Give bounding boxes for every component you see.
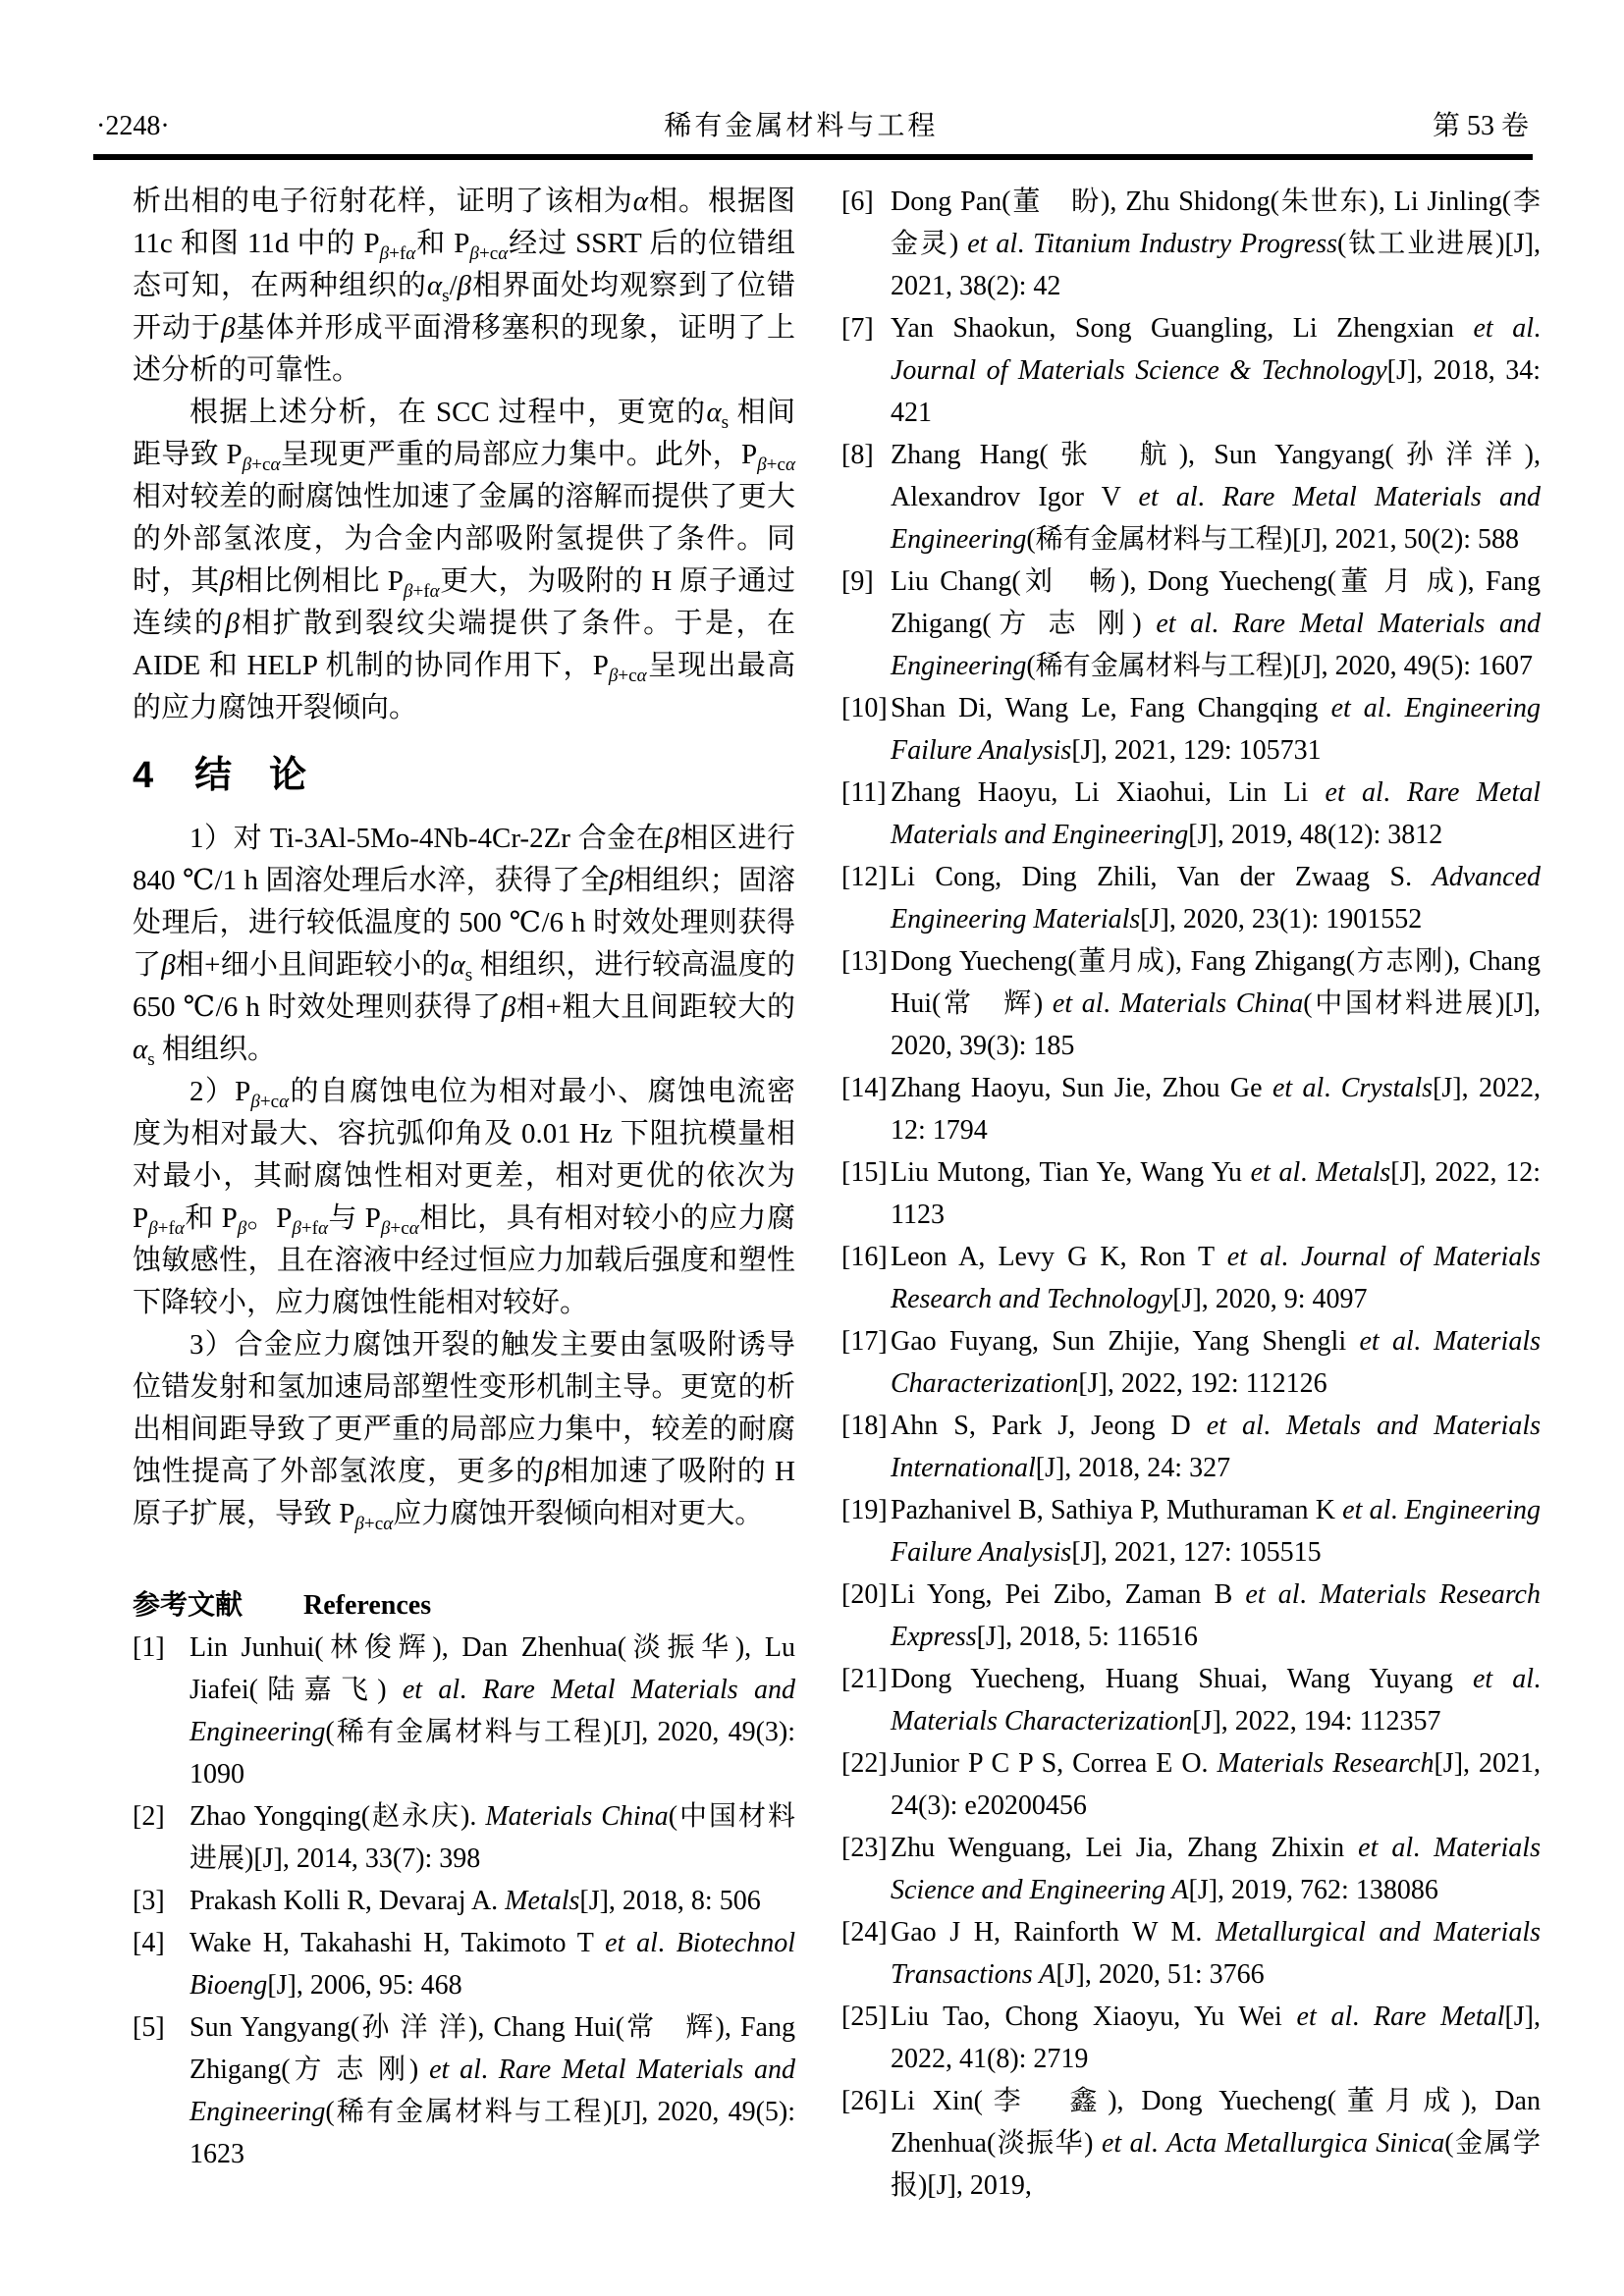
conclusion-point: 1）对 Ti-3Al-5Mo-4Nb-4Cr-2Zr 合金在β相区进行 840 ℃/1 h 固溶处理后水淬，获得了全β相组织；固溶处理后，进行较低温度的 500 ℃/6 h 时效处理则获得了β相+细小且间距较小的$\alpha_s$ 相组织，进行较高温度的 650 ℃/6 h 时效处理则获得了β相+粗大且间距较大的$\alpha_s$ 相组织。 <box>133 823 795 1070</box>
references-heading <box>133 1583 795 1627</box>
reference-item <box>841 772 1541 856</box>
reference-item <box>133 1627 795 1795</box>
reference-item <box>841 1067 1541 1151</box>
reference-label: [24] <box>841 1917 888 1948</box>
reference-text: Prakash Kolli R, Devaraj A. Metals[J], 2018, 8: 506 <box>189 1886 761 1916</box>
left-column <box>133 181 795 2207</box>
section-heading <box>133 754 795 797</box>
references-list-right <box>841 181 1541 2207</box>
reference-text: Lin Junhui(林俊辉), Dan Zhenhua(淡振华), Lu Jiafei(陆嘉飞) et al. Rare Metal Materials and Engineering(稀有金属材料与工程)[J], 2020, 49(3): 1090 <box>189 1632 795 1789</box>
reference-item <box>841 181 1541 307</box>
reference-text: Gao J H, Rainforth W M. Metallurgical and Materials Transactions A[J], 2020, 51: 3766 <box>891 1917 1541 1990</box>
reference-label: [4] <box>133 1928 165 1958</box>
reference-label: [7] <box>841 313 874 344</box>
two-column-body <box>133 181 1541 2207</box>
reference-text: Yan Shaokun, Song Guangling, Li Zhengxian et al. Journal of Materials Science & Technology[J], 2018, 34: 421 <box>891 313 1541 428</box>
references-heading-zh: 参考文献 <box>133 1589 244 1620</box>
reference-item <box>841 1574 1541 1658</box>
reference-label: [6] <box>841 187 874 217</box>
reference-label: [1] <box>133 1632 165 1663</box>
reference-label: [8] <box>841 440 874 470</box>
references-list-left <box>133 1627 795 2175</box>
reference-label: [19] <box>841 1495 888 1525</box>
reference-text: Liu Chang(刘 畅), Dong Yuecheng(董 月 成), Fang Zhigang(方 志 刚) et al. Rare Metal Materials and Engineering(稀有金属材料与工程)[J], 2020, 49(5): 1607 <box>891 566 1541 681</box>
reference-item <box>841 307 1541 434</box>
page-header <box>96 104 1529 143</box>
reference-item <box>841 1151 1541 1236</box>
header-rule <box>93 154 1533 160</box>
reference-text: Wake H, Takahashi H, Takimoto T et al. Biotechnol Bioeng[J], 2006, 95: 468 <box>189 1928 795 2001</box>
reference-text: Li Yong, Pei Zibo, Zaman B et al. Materials Research Express[J], 2018, 5: 116516 <box>891 1579 1541 1652</box>
reference-label: [13] <box>841 946 888 977</box>
reference-label: [23] <box>841 1833 888 1863</box>
conclusion-point: 3）合金应力腐蚀开裂的触发主要由氢吸附诱导位错发射和氢加速局部塑性变形机制主导。更宽的析出相间距导致了更严重的局部应力集中，较差的耐腐蚀性提高了外部氢浓度，更多的β相加速了吸附的 H 原子扩展，导致 $P_{\beta+c\alpha}$应力腐蚀开裂倾向相对更大。 <box>133 1329 795 1534</box>
reference-item <box>841 1911 1541 1996</box>
reference-text: Sun Yangyang(孙 洋 洋), Chang Hui(常 辉), Fang Zhigang(方 志 刚) et al. Rare Metal Materials and Engineering(稀有金属材料与工程)[J], 2020, 49(5): 1623 <box>189 2012 795 2169</box>
reference-label: [16] <box>841 1242 888 1272</box>
reference-item <box>841 1320 1541 1405</box>
reference-item <box>841 1827 1541 1911</box>
reference-item <box>841 940 1541 1067</box>
reference-text: Liu Mutong, Tian Ye, Wang Yu et al. Metals[J], 2022, 12: 1123 <box>891 1157 1542 1230</box>
reference-item <box>841 687 1541 772</box>
reference-item <box>133 1795 795 1880</box>
reference-label: [15] <box>841 1157 888 1188</box>
reference-text: Gao Fuyang, Sun Zhijie, Yang Shengli et al. Materials Characterization[J], 2022, 192: 112126 <box>891 1326 1541 1399</box>
reference-text: Pazhanivel B, Sathiya P, Muthuraman K et al. Engineering Failure Analysis[J], 2021, 127: 105515 <box>891 1495 1541 1568</box>
reference-label: [12] <box>841 862 888 892</box>
reference-item <box>841 1658 1541 1742</box>
reference-item <box>841 1236 1541 1320</box>
reference-item <box>841 1742 1541 1827</box>
reference-label: [20] <box>841 1579 888 1610</box>
reference-item <box>841 561 1541 687</box>
heading-number: 4 <box>133 755 154 796</box>
reference-item <box>841 856 1541 940</box>
reference-label: [5] <box>133 2012 165 2043</box>
reference-text: Zhang Haoyu, Li Xiaohui, Lin Li et al. Rare Metal Materials and Engineering[J], 2019, 48(12): 3812 <box>891 777 1541 850</box>
conclusion-point: $2)P_{\beta+c\alpha}$的自腐蚀电位为相对最小、腐蚀电流密度为相对最大、容抗弧仰角及 0.01 Hz 下阻抗模量相对最小，其耐腐蚀性相对更差，相对更优的依次为 $P_{\beta+f\alpha}$和 $P_\beta$。$P_{\beta+f\alpha}$与 $P_{\beta+c\alpha}$相比，具有相对较小的应力腐蚀敏感性，且在溶液中经过恒应力加载后强度和塑性下降较小，应力腐蚀性能相对较好。 <box>133 1076 795 1318</box>
reference-text: Li Cong, Ding Zhili, Van der Zwaag S. Advanced Engineering Materials[J], 2020, 23(1): 1901552 <box>891 862 1541 934</box>
reference-text: Zhang Hang(张 航), Sun Yangyang(孙洋洋), Alexandrov Igor V et al. Rare Metal Materials and Engineering(稀有金属材料与工程)[J], 2021, 50(2): 588 <box>891 440 1541 555</box>
reference-text: Dong Pan(董 盼), Zhu Shidong(朱世东), Li Jinling(李金灵) et al. Titanium Industry Progress(钛工业进展)[J], 2021, 38(2): 42 <box>891 187 1541 301</box>
reference-item <box>133 1880 795 1922</box>
reference-item <box>133 1922 795 2006</box>
reference-item <box>841 434 1541 561</box>
reference-text: Liu Tao, Chong Xiaoyu, Yu Wei et al. Rare Metal[J], 2022, 41(8): 2719 <box>891 2002 1541 2074</box>
reference-label: [10] <box>841 693 888 723</box>
reference-label: [2] <box>133 1801 165 1832</box>
reference-text: Dong Yuecheng, Huang Shuai, Wang Yuyang et al. Materials Characterization[J], 2022, 194: 112357 <box>891 1664 1541 1736</box>
reference-label: [9] <box>841 566 874 597</box>
reference-label: [25] <box>841 2002 888 2032</box>
references-heading-en: References <box>303 1590 432 1621</box>
reference-text: Leon A, Levy G K, Ron T et al. Journal of Materials Research and Technology[J], 2020, 9: 4097 <box>891 1242 1541 1314</box>
reference-label: [26] <box>841 2086 888 2116</box>
reference-text: Zhang Haoyu, Sun Jie, Zhou Ge et al. Crystals[J], 2022, 12: 1794 <box>891 1073 1541 1146</box>
right-column <box>841 181 1541 2207</box>
reference-text: Junior P C P S, Correa E O. Materials Research[J], 2021, 24(3): e20200456 <box>891 1748 1541 1821</box>
reference-text: Li Xin(李 鑫), Dong Yuecheng(董月成), Dan Zhenhua(淡振华) et al. Acta Metallurgica Sinica(金属学报)[J], 2019, <box>891 2086 1542 2201</box>
reference-label: [22] <box>841 1748 888 1779</box>
heading-title: 结 论 <box>194 755 307 796</box>
reference-text: Zhao Yongqing(赵永庆). Materials China(中国材料进展)[J], 2014, 33(7): 398 <box>189 1801 796 1874</box>
reference-label: [11] <box>841 777 887 808</box>
reference-item <box>841 2080 1541 2207</box>
reference-label: [21] <box>841 1664 888 1694</box>
page-number: ·2248· <box>96 111 170 141</box>
reference-item <box>841 1996 1541 2080</box>
reference-text: Zhu Wenguang, Lei Jia, Zhang Zhixin et al. Materials Science and Engineering A[J], 2019, 762: 138086 <box>891 1833 1541 1905</box>
reference-text: Shan Di, Wang Le, Fang Changqing et al. Engineering Failure Analysis[J], 2021, 129: 105731 <box>891 693 1541 766</box>
reference-label: [17] <box>841 1326 888 1357</box>
paragraph: 析出相的电子衍射花样，证明了该相为α相。根据图 11c 和图 11d 中的 $P_{\beta+f\alpha}$和 $P_{\beta+c\alpha}$经过 SSRT 后的位错组态可知，在两种组织的$\alpha_s/\beta$相界面处均观察到了位错开动于β基体并形成平面滑移塞积的现象，证明了上述分析的可靠性。 <box>133 186 795 386</box>
journal-title: 稀有金属材料与工程 <box>664 111 939 141</box>
reference-text: Dong Yuecheng(董月成), Fang Zhigang(方志刚), Chang Hui(常 辉) et al. Materials China(中国材料进展)[J], 2020, 39(3): 185 <box>891 946 1541 1061</box>
reference-label: [3] <box>133 1886 165 1916</box>
volume-label: 第 53 卷 <box>1432 111 1529 141</box>
paragraph: 根据上述分析，在 SCC 过程中，更宽的$\alpha_s$ 相间距导致 $P_{\beta+c\alpha}$呈现更严重的局部应力集中。此外，$P_{\beta+c\alpha}$相对较差的耐腐蚀性加速了金属的溶解而提供了更大的外部氢浓度，为合金内部吸附氢提供了条件。同时，其β相比例相比 $P_{\beta+f\alpha}$更大，为吸附的 H 原子通过连续的β相扩散到裂纹尖端提供了条件。于是，在 AIDE 和 HELP 机制的协同作用下，$P_{\beta+c\alpha}$呈现出最高的应力腐蚀开裂倾向。 <box>133 397 795 723</box>
reference-item <box>841 1489 1541 1574</box>
reference-label: [14] <box>841 1073 888 1103</box>
reference-text: Ahn S, Park J, Jeong D et al. Metals and Materials International[J], 2018, 24: 327 <box>891 1411 1542 1483</box>
reference-item <box>133 2006 795 2175</box>
reference-item <box>841 1405 1541 1489</box>
reference-label: [18] <box>841 1411 888 1441</box>
